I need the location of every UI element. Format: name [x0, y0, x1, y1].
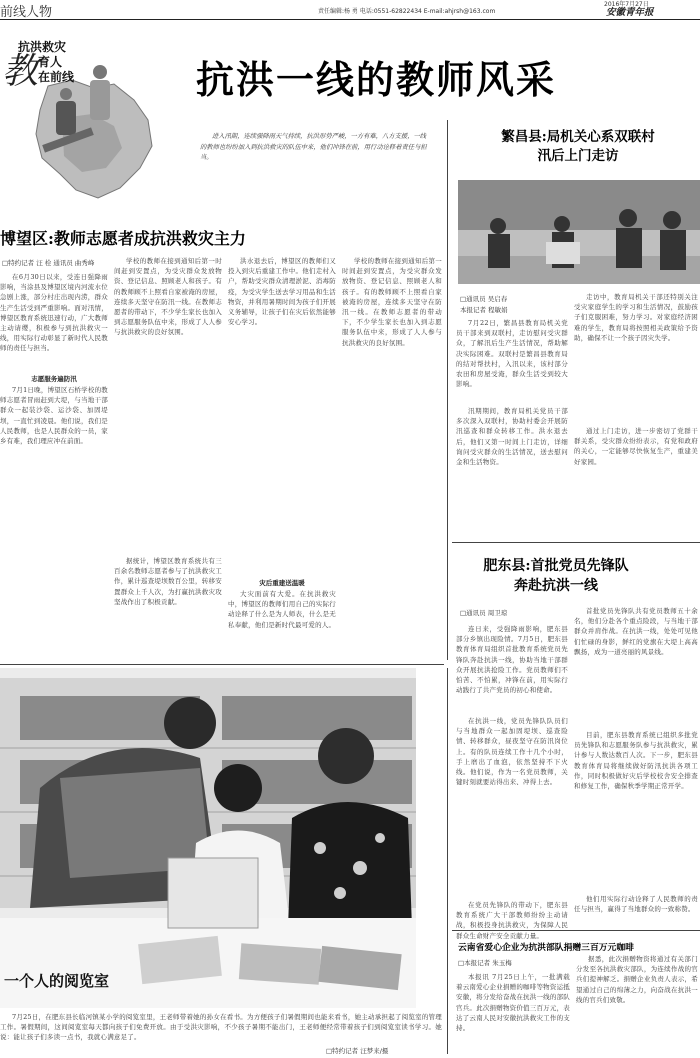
- section-divider: [0, 664, 444, 665]
- article-col-yunnan-1: 本报讯 7月25日上午，一批满载着云南爱心企业捐赠的咖啡等物资运抵安徽，将分发给奋战在抗洪一线的部队官兵。此次捐赠物资价值三百万元，表达了云南人民对安徽抗洪救灾工作的支持。: [456, 973, 570, 1033]
- article-subhead: 灾后重建送温暖: [259, 579, 305, 587]
- photo-caption: 7月25日，在肥东县长临河镇某小学的阅览室里，王老师带着她的孙女在看书。为方便孩子们暑假期间也能来看书，她主动承担起了阅览室的管理工作。暑假期间，这间阅览室每天都向孩子们免费开放。由于受洪灾影响，不少孩子暑期不能出门，王老师便经常带着孩子们到阅览室读书学习。她说：能让孩子们多读一点书，我就心满意足了。: [0, 1013, 442, 1042]
- article-col-feidong-2: [574, 606, 698, 922]
- editor-contact: 责任编辑:杨 勇 电话:0551-62822434 E-mail:ahjrsh@163.com: [318, 8, 496, 15]
- article-col-bowang-2: [114, 256, 222, 622]
- article-col-bowang-1: [0, 272, 108, 637]
- article-byline-fanchang: 本报记者 程敏娟: [460, 306, 508, 314]
- column-name: 前线人物: [0, 5, 53, 20]
- reading-room-photo: [0, 668, 416, 1008]
- section-divider: [452, 542, 700, 543]
- article-paragraph: 他们用实际行动诠释了人民教师的责任与担当，赢得了当地群众的一致称赞。: [574, 895, 698, 914]
- page-header: [0, 0, 700, 20]
- article-title-line: 奔赴抗洪一线: [514, 578, 598, 594]
- section-divider: [452, 930, 700, 931]
- fanchang-visit-photo: [458, 180, 700, 284]
- article-byline-yunnan: □本报记者 朱玉梅: [458, 959, 512, 967]
- article-byline-fanchang: □通讯员 吴启春: [460, 295, 508, 303]
- photo-illustration: [458, 180, 700, 284]
- article-col-yunnan-2: 据悉，此次捐赠物资将通过有关部门分发至各抗洪救灾部队，为连续作战的官兵们提神解乏。捐赠企业负责人表示，希望通过自己的绵薄之力，向奋战在抗洪一线的官兵们致敬。: [576, 955, 698, 1004]
- article-paragraph: 大灾面前有大爱。在抗洪救灾中，博望区的教师们用自己的实际行动诠释了什么是为人师表，什么是无私奉献，他们是新时代最可爱的人。: [228, 590, 336, 629]
- issue-date: 2016年7月27日: [604, 1, 649, 8]
- photo-illustration: [0, 668, 416, 1008]
- article-col-feidong-1: [456, 624, 568, 940]
- article-paragraph: 首批党员先锋队共有党员教师五十余名，他们分赴各个重点险段，与当地干部群众并肩作战。在抗洪一线，处处可见他们忙碌的身影，鲜红的党旗在大堤上高高飘扬，成为一道亮丽的风景线。: [574, 607, 698, 656]
- article-col-bowang-3: [228, 256, 336, 629]
- article-title-line: 肥东县:首批党员先锋队: [483, 558, 629, 574]
- paper-name: 安徽青年报: [606, 7, 654, 18]
- article-paragraph: 走访中，教育局机关干部还特别关注受灾家庭学生的学习和生活情况，鼓励孩子们克服困难，努力学习。对家庭经济困难的学生，教育局将按照相关政策给予资助，确保不让一个孩子因灾失学。: [574, 293, 698, 342]
- article-paragraph: 学校的教师在接到通知后第一时间赶到安置点，为受灾群众发放物资、登记信息、照顾老人和孩子。有的教师顾不上照看自家被淹的房屋，连续多天坚守在防汛一线。在教师志愿者的带动下，不少学生家长也加入到志愿服务队伍中来，形成了人人参与抗洪救灾的良好氛围。: [342, 257, 442, 347]
- article-paragraph: 在抗洪一线，党员先锋队队员们与当地群众一起加固堤坝、巡查险情、转移群众，昼夜坚守在防汛岗位上。有的队员连续工作十几个小时，手上磨出了血泡，依然坚持不下火线。他们说，作为一名党员教师，关键时刻就要站得出来、冲得上去。: [456, 717, 568, 787]
- photo-credit: □特约记者 汪梦来/摄: [326, 1047, 389, 1055]
- article-paragraph: 目前，肥东县教育系统已组织多批党员先锋队和志愿服务队参与抗洪救灾，累计参与人数达数百人次。下一步，肥东县教育体育局将继续做好防汛抗洪各项工作，同时积极做好灾后学校校舍安全排查和修复工作，确保秋季学期正常开学。: [574, 731, 698, 791]
- article-title-line: 繁昌县:局机关心系双联村: [501, 129, 655, 145]
- article-title-bowang: 博望区:教师志愿者成抗洪救灾主力: [0, 229, 246, 248]
- article-paragraph: 学校的教师在接到通知后第一时间赶到安置点，为受灾群众发放物资、登记信息、照顾老人和孩子。有的教师顾不上照看自家被淹的房屋，连续多天坚守在防汛一线。在教师志愿者的带动下，不少学生家长也加入到志愿服务队伍中来，形成了人人参与抗洪救灾的良好氛围。: [114, 257, 222, 337]
- article-paragraph: 7月1日晚，博望区石桥学校的教师志愿者冒雨赶到大堤，与当地干部群众一起装沙袋、运沙袋、加固堤坝，一直忙到凌晨。他们说，我们是人民教师，也是人民群众的一员，家乡有难，我们理应冲在前面。: [0, 386, 108, 446]
- article-col-fanchang-2: [574, 292, 698, 524]
- article-col-bowang-4: [342, 256, 442, 626]
- article-paragraph: 连日来，受强降雨影响，肥东县部分乡镇出现险情。7月5日，肥东县教育体育局组织首批教育系统党员先锋队奔赴抗洪一线，协助当地干部群众开展抗洪抢险工作。党员教师们不怕苦、不怕累，冲锋在前，用实际行动践行了共产党员的初心和使命。: [456, 625, 568, 695]
- article-title-yunnan: 云南省爱心企业为抗洪部队捐赠三百万元咖啡: [458, 943, 634, 953]
- logo-big-char: 教: [2, 51, 39, 92]
- article-paragraph: 7月22日，繁昌县教育局机关党员干部来到双联村，走访慰问受灾群众，了解汛后生产生活情况，帮助解决实际困难。双联村是繁昌县教育局的结对帮扶村，入汛以来，该村部分农田和房屋受淹，群众生活受到较大影响。: [456, 319, 568, 389]
- article-paragraph: 洪水退去后，博望区的教师们又投入到灾后重建工作中。他们走村入户，帮助受灾群众清理淤泥、消毒防疫，为受灾学生送去学习用品和生活物资，并利用暑期时间为孩子们开展义务辅导，让孩子们在灾后依然能够安心学习。: [228, 257, 336, 327]
- article-byline-feidong: □通讯员 周卫琼: [460, 609, 508, 617]
- article-paragraph: 在6月30日以来，受连日强降雨影响，当涂县及博望区境内河流水位急剧上涨，部分村庄出现内涝，群众生产生活受到严重影响。面对汛情，博望区教育系统迅速行动，广大教师主动请缨，积极参与到抗洪救灾一线，用实际行动彰显了新时代人民教师的责任与担当。: [0, 273, 108, 353]
- article-title-feidong: [456, 556, 656, 596]
- article-title-line: 汛后上门走访: [537, 148, 619, 164]
- article-paragraph: 据统计，博望区教育系统共有三百余名教师志愿者参与了抗洪救灾工作，累计巡查堤坝数百公里，转移安置群众上千人次，为打赢抗洪救灾攻坚战作出了积极贡献。: [114, 557, 222, 606]
- lede-paragraph: 进入汛期，连续强降雨天气持续，抗洪形势严峻，一方有难，八方支援，一线的教师也纷纷加入到抗洪救灾的队伍中来，他们冲锋在前，用行动诠释着责任与担当。: [200, 133, 427, 161]
- article-byline-bowang: □特约记者 汪 栓 通讯员 曲秀峰: [2, 259, 95, 267]
- logo-line1: 抗洪救灾: [18, 40, 67, 54]
- article-paragraph: 通过上门走访，进一步密切了党群干群关系，受灾群众纷纷表示，有党和政府的关心，一定能够尽快恢复生产，重建美好家园。: [574, 427, 698, 466]
- article-col-fanchang-1: [456, 318, 568, 524]
- column-divider-lower: [447, 668, 448, 1054]
- feature-logo: [2, 28, 158, 204]
- page-title: 抗洪一线的教师风采: [196, 57, 557, 102]
- logo-line3: 在前线: [38, 70, 75, 84]
- article-paragraph: 在党员先锋队的带动下，肥东县教育系统广大干部教师纷纷主动请战，积极投身抗洪救灾，为保障人民群众生命财产安全贡献力量。: [456, 901, 568, 940]
- column-divider: [447, 120, 448, 660]
- photo-title: 一个人的阅览室: [4, 972, 110, 990]
- logo-line2: 育人: [38, 55, 63, 69]
- article-title-fanchang: [456, 128, 700, 166]
- article-subhead: 志愿服务遍防汛: [31, 375, 77, 383]
- article-paragraph: 汛期期间，教育局机关党员干部多次深入双联村，协助村委会开展防汛巡查和群众转移工作。洪水退去后，他们又第一时间上门走访，详细询问受灾群众的生活情况，送去慰问金和生活物资。: [456, 407, 568, 467]
